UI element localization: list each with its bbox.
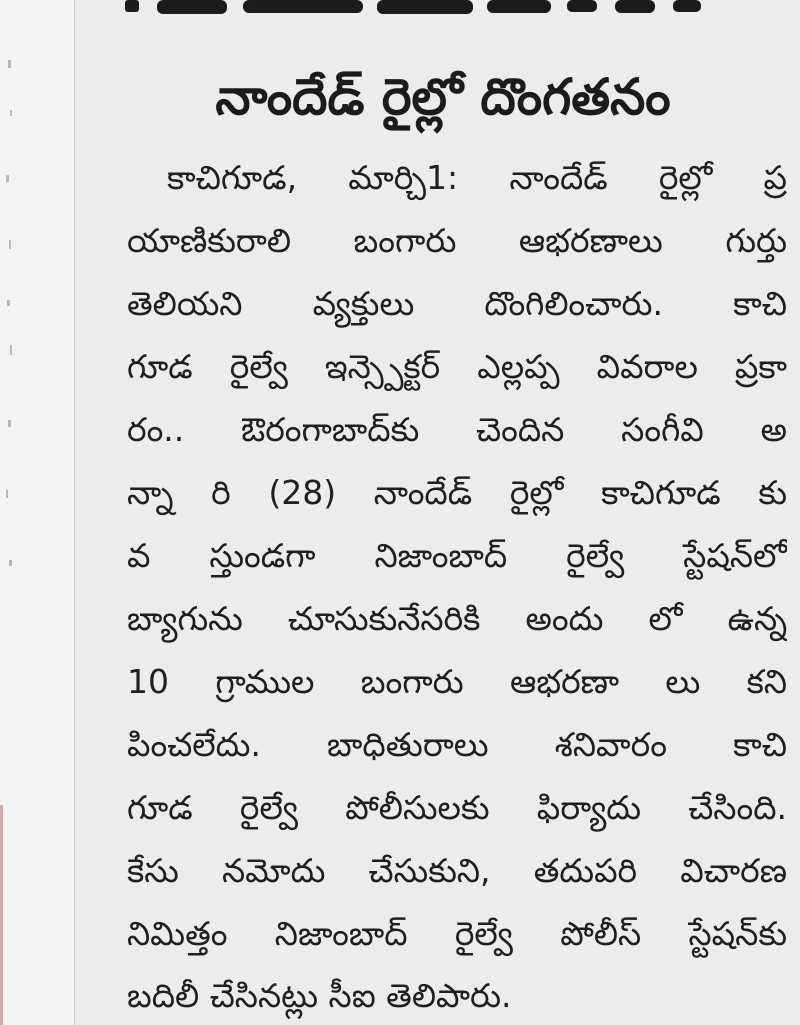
- article-line: న్నా రి (28) నాందేడ్ రైల్లో కాచిగూడ కు: [127, 473, 787, 512]
- article-line: గూడ రైల్వే ఇన్స్పెక్టర్ ఎల్లప్ప వివరాల ప్రకా: [127, 347, 787, 386]
- article-line: పించలేదు. బాధితురాలు శనివారం కాచి: [127, 725, 787, 764]
- adjacent-column-strip: [0, 0, 75, 1025]
- article-line: గూడ రైల్వే పోలీసులకు ఫిర్యాదు చేసింది.: [127, 788, 787, 827]
- article-line: బదిలీ చేసినట్లు సీఐ తెలిపారు.: [127, 976, 512, 1015]
- article-line: బ్యాగును చూసుకునేసరికి అందు లో ఉన్న: [127, 599, 787, 638]
- adjacent-column-residue: [0, 0, 74, 1025]
- article-line: వ స్తుండగా నిజాంబాద్ రైల్వే స్టేషన్‌లో: [127, 536, 787, 575]
- article-line: 10 గ్రాముల బంగారు ఆభరణా లు కని: [127, 662, 787, 701]
- article-body: [127, 146, 787, 1019]
- article-line: కేసు నమోదు చేసుకుని, తదుపరి విచారణ: [127, 851, 787, 890]
- article-column: [75, 0, 800, 1025]
- article-line: నిమిత్తం నిజాంబాద్ రైల్వే పోలీస్ స్టేషన్‌కు: [127, 914, 787, 953]
- cut-off-previous-line: [75, 0, 800, 34]
- article-headline: నాందేడ్ రైల్లో దొంగతనం: [215, 68, 671, 126]
- article-line: కాచిగూడ, మార్చి1: నాందేడ్ రైల్లో ప్ర: [167, 158, 787, 197]
- article-line: తెలియని వ్యక్తులు దొంగిలించారు. కాచి: [127, 284, 787, 323]
- article-line: యాణికురాలి బంగారు ఆభరణాలు గుర్తు: [127, 221, 787, 260]
- article-line: రం.. ఔరంగాబాద్‌కు చెందిన సంగీవి అ: [127, 410, 787, 449]
